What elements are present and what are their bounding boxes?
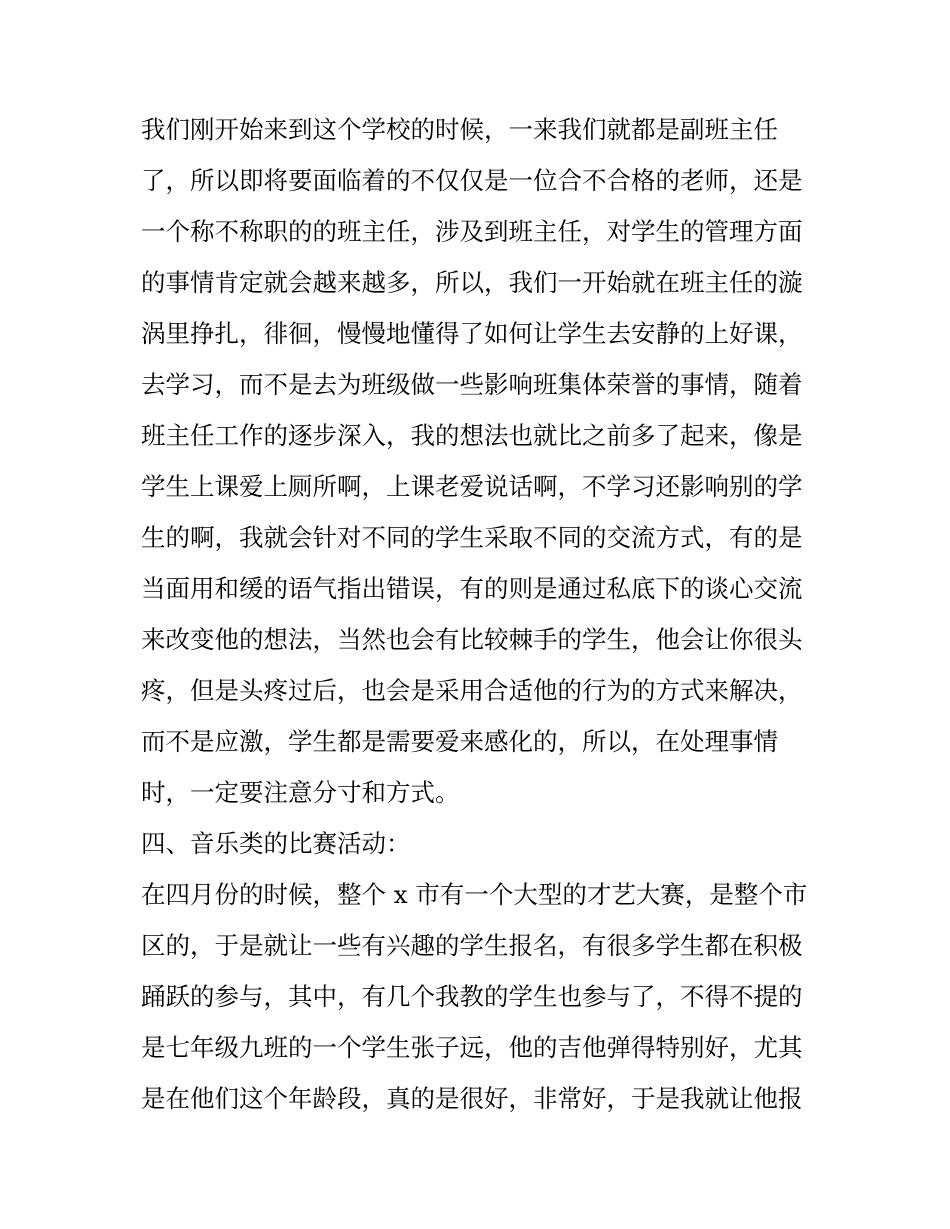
text-line: 在四月份的时候，整个 x 市有一个大型的才艺大赛，是整个市 (141, 880, 808, 909)
text-line: 是在他们这个年龄段，真的是很好，非常好，于是我就让他报 (141, 1084, 803, 1113)
text-line: 了，所以即将要面临着的不仅仅是一位合不合格的老师，还是 (141, 166, 803, 195)
text-line: 去学习，而不是去为班级做一些影响班集体荣誉的事情，随着 (141, 370, 803, 399)
text-line: 是七年级九班的一个学生张子远，他的吉他弹得特别好，尤其 (141, 1033, 803, 1062)
text-line: 而不是应激，学生都是需要爱来感化的，所以，在处理事情 (141, 727, 778, 756)
text-line: 学生上课爱上厕所啊，上课老爱说话啊，不学习还影响别的学 (141, 472, 803, 501)
text-line: 时，一定要注意分寸和方式。 (141, 778, 460, 807)
text-line: 当面用和缓的语气指出错误，有的则是通过私底下的谈心交流 (141, 574, 803, 603)
text-line: 生的啊，我就会针对不同的学生采取不同的交流方式，有的是 (141, 523, 803, 552)
text-line: 的事情肯定就会越来越多，所以，我们一开始就在班主任的漩 (141, 268, 803, 297)
text-line: 疼，但是头疼过后，也会是采用合适他的行为的方式来解决， (141, 676, 803, 705)
text-line: 涡里挣扎，徘徊，慢慢地懂得了如何让学生去安静的上好课， (141, 319, 803, 348)
text-line: 我们刚开始来到这个学校的时候，一来我们就都是副班主任 (141, 115, 778, 144)
text-line: 踊跃的参与，其中，有几个我教的学生也参与了，不得不提的 (141, 982, 803, 1011)
text-line: 来改变他的想法，当然也会有比较棘手的学生，他会让你很头 (141, 625, 803, 654)
text-line: 一个称不称职的的班主任，涉及到班主任，对学生的管理方面 (141, 217, 803, 246)
text-line: 班主任工作的逐步深入，我的想法也就比之前多了起来，像是 (141, 421, 803, 450)
section-heading: 四、音乐类的比赛活动： (141, 829, 411, 858)
body-text (141, 104, 821, 1124)
text-line: 区的，于是就让一些有兴趣的学生报名，有很多学生都在积极 (141, 931, 803, 960)
